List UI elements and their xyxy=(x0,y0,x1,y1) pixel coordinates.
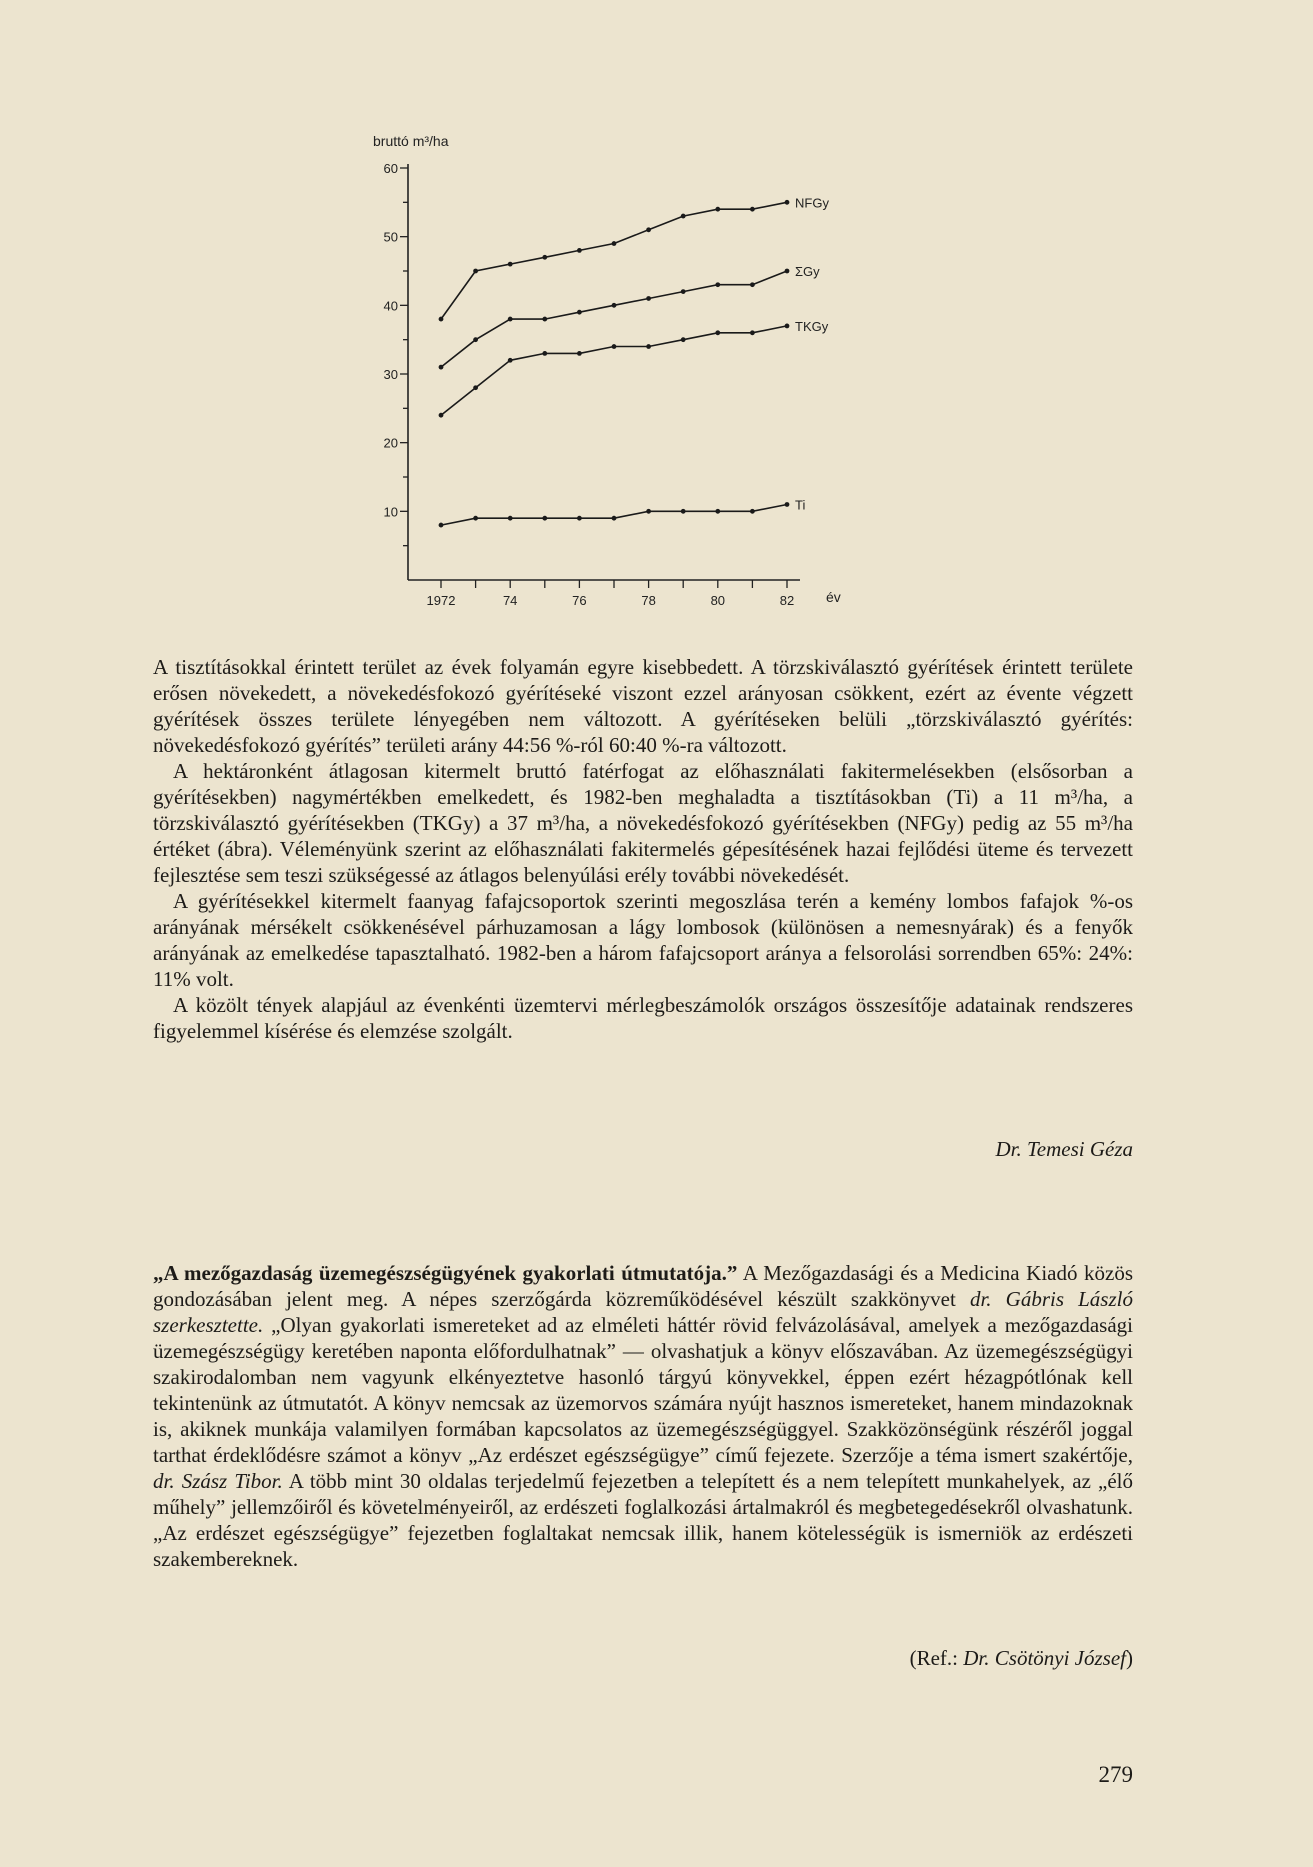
review-text: A több mint 30 oldalas terjedelmű fejezetben a telepített és a nem telepített munkahelyek, az „élő műhely” jellemzőiről és követelményeiről, az erdészeti foglalkozási ártalmakról és megbetegedésekről olvashatunk. „Az erdészet egészségügye” fejezetben foglaltakat nemcsak illik, hanem kötelességük is ismerniök az erdészeti szakembereknek. xyxy=(153,1469,1133,1571)
data-point xyxy=(681,337,686,342)
page-number: 279 xyxy=(1098,1762,1133,1787)
series-label: ΣGy xyxy=(795,264,820,279)
data-point xyxy=(439,365,444,370)
x-tick-label: 80 xyxy=(710,593,726,608)
x-tick-label: 1972 xyxy=(426,593,456,608)
data-point xyxy=(750,282,755,287)
data-point xyxy=(612,516,617,521)
y-tick-label: 60 xyxy=(383,161,398,176)
chapter-author: dr. Szász Tibor. xyxy=(153,1469,283,1493)
data-point xyxy=(612,303,617,308)
data-point xyxy=(577,516,582,521)
data-point xyxy=(750,207,755,212)
review-text: A Mezőgazdasági és a Medicina Kiadó közös gondozásában jelent meg. A népes szerzőgárda közreműködésével készült szakkönyvet xyxy=(153,1261,1134,1311)
series-label: Ti xyxy=(795,497,806,513)
data-point xyxy=(785,269,790,274)
author-name: Dr. Temesi Géza xyxy=(995,1137,1133,1161)
data-point xyxy=(439,317,444,322)
series-line xyxy=(441,326,787,415)
y-tick-label: 10 xyxy=(383,504,398,520)
data-point xyxy=(750,330,755,335)
reviewer-signature xyxy=(153,1646,1133,1671)
data-point xyxy=(542,255,547,260)
reviewer-name: Dr. Csötönyi József xyxy=(963,1646,1126,1670)
data-point xyxy=(542,317,547,322)
series-label: TKGy xyxy=(795,318,829,334)
series-lines xyxy=(439,195,830,527)
data-point xyxy=(439,523,444,528)
review-text: „Olyan gyakorlati ismereteket ad az elméleti háttér rövid felvázolásával, amelyek a mezőgazdasági üzemegészségügy keretében naponta előfordulhatnak” — olvashatjuk a könyv előszavában. Az üzemegészségügyi szakirodalomban nem vagyunk elkényeztetve hasonló tárgyú könyvekkel, éppen ezért hézagpótlónak kell tekintenünk az útmutatót. A könyv nemcsak az üzemorvos számára nyújt hasznos ismereteket, hanem mindazoknak is, akiknek munkája valamilyen formában kapcsolatos az üzemegészségüggyel. Szakközönségünk részéről joggal tarthat érdeklődésre számot a könyv „Az erdészet egészségügye” című fejezete. Szerzője a téma ismert szakértője, xyxy=(153,1313,1133,1467)
x-tick-label: 76 xyxy=(572,593,587,608)
book-title: „A mezőgazdaság üzemegészségügyének gyakorlati útmutatója.” xyxy=(153,1261,738,1285)
x-tick-label: 82 xyxy=(779,593,795,608)
data-point xyxy=(715,509,720,514)
data-point xyxy=(508,358,513,363)
data-point xyxy=(542,351,547,356)
data-point xyxy=(785,200,790,205)
data-point xyxy=(439,413,444,418)
y-ticks xyxy=(384,161,408,546)
y-tick-label: 20 xyxy=(383,435,398,451)
data-point xyxy=(715,330,720,335)
ref-prefix: (Ref.: xyxy=(909,1646,964,1670)
data-point xyxy=(508,317,513,322)
article-1-body xyxy=(153,654,1133,1044)
data-point xyxy=(508,262,513,267)
line-chart xyxy=(0,0,1313,640)
data-point xyxy=(473,269,478,274)
data-point xyxy=(577,248,582,253)
data-point xyxy=(646,344,651,349)
ref-suffix: ) xyxy=(1126,1646,1133,1670)
review-paragraph xyxy=(153,1260,1133,1572)
data-point xyxy=(473,337,478,342)
data-point xyxy=(542,516,547,521)
data-point xyxy=(577,310,582,315)
data-point xyxy=(612,241,617,246)
paragraph: A tisztításokkal érintett terület az évek folyamán egyre kisebbedett. A törzskiválasztó gyérítések érintett területe erősen növekedett, a növekedésfokozó gyérítéseké viszont ezzel arányosan csökkent, ezért az évente végzett gyérítések összes területe lényegében nem változott. A gyérítéseken belüli „törzskiválasztó gyérítés: növekedésfokozó gyérítés” területi arány 44:56 %-ról 60:40 %-ra változott. xyxy=(153,655,1133,757)
data-point xyxy=(612,344,617,349)
y-tick-label: 50 xyxy=(383,229,398,245)
series-label: NFGy xyxy=(795,195,829,211)
y-tick-label: 30 xyxy=(383,367,398,382)
data-point xyxy=(646,296,651,301)
data-point xyxy=(473,516,478,521)
data-point xyxy=(681,289,686,294)
data-point xyxy=(715,282,720,287)
series-line xyxy=(441,505,787,526)
data-point xyxy=(681,509,686,514)
paragraph: A gyérítésekkel kitermelt faanyag fafajcsoportok szerinti megoszlása terén a kemény lombos fafajok %-os arányának mérsékelt csökkenésével párhuzamosan a lágy lombosok (különösen a nemesnyárak) és a fenyők arányának az emelkedése tapasztalható. 1982-ben a három fafajcsoport aránya a felsorolási sorrendben 65%: 24%: 11% volt. xyxy=(153,889,1133,991)
data-point xyxy=(785,502,790,507)
y-tick-label: 40 xyxy=(383,298,398,314)
data-point xyxy=(681,214,686,219)
x-ticks xyxy=(427,580,795,608)
data-point xyxy=(508,516,513,521)
data-point xyxy=(785,324,790,329)
x-tick-label: 74 xyxy=(502,593,518,608)
editor-name: dr. Gábris László szerkesztette. xyxy=(153,1287,1133,1337)
x-tick-label: 78 xyxy=(641,593,656,608)
y-axis-label: bruttó m³/ha xyxy=(373,133,449,149)
author-signature xyxy=(153,1137,1133,1162)
series-line xyxy=(441,271,787,367)
data-point xyxy=(715,207,720,212)
data-point xyxy=(750,509,755,514)
article-2-body xyxy=(153,1260,1133,1572)
data-point xyxy=(646,227,651,232)
data-point xyxy=(646,509,651,514)
paragraph: A hektáronként átlagosan kitermelt bruttó fatérfogat az előhasználati fakitermelésekben (elsősorban a gyérítésekben) nagymértékben emelkedett, és 1982-ben meghaladta a tisztításokban (Ti) a 11 m³/ha, a törzskiválasztó gyérítésekben (TKGy) a 37 m³/ha, a növekedésfokozó gyérítésekben (NFGy) pedig az 55 m³/ha értéket (ábra). Véleményünk szerint az előhasználati fakitermelés gépesítésének hazai fejlődési üteme és tervezett fejlesztése sem teszi szükségessé az átlagos belenyúlási erély további növekedését. xyxy=(153,759,1133,887)
series-line xyxy=(441,202,787,319)
data-point xyxy=(577,351,582,356)
x-axis-label: év xyxy=(826,589,841,605)
data-point xyxy=(473,385,478,390)
paragraph: A közölt tények alapjául az évenkénti üzemtervi mérlegbeszámolók országos összesítője adatainak rendszeres figyelemmel kísérése és elemzése szolgált. xyxy=(153,993,1133,1043)
